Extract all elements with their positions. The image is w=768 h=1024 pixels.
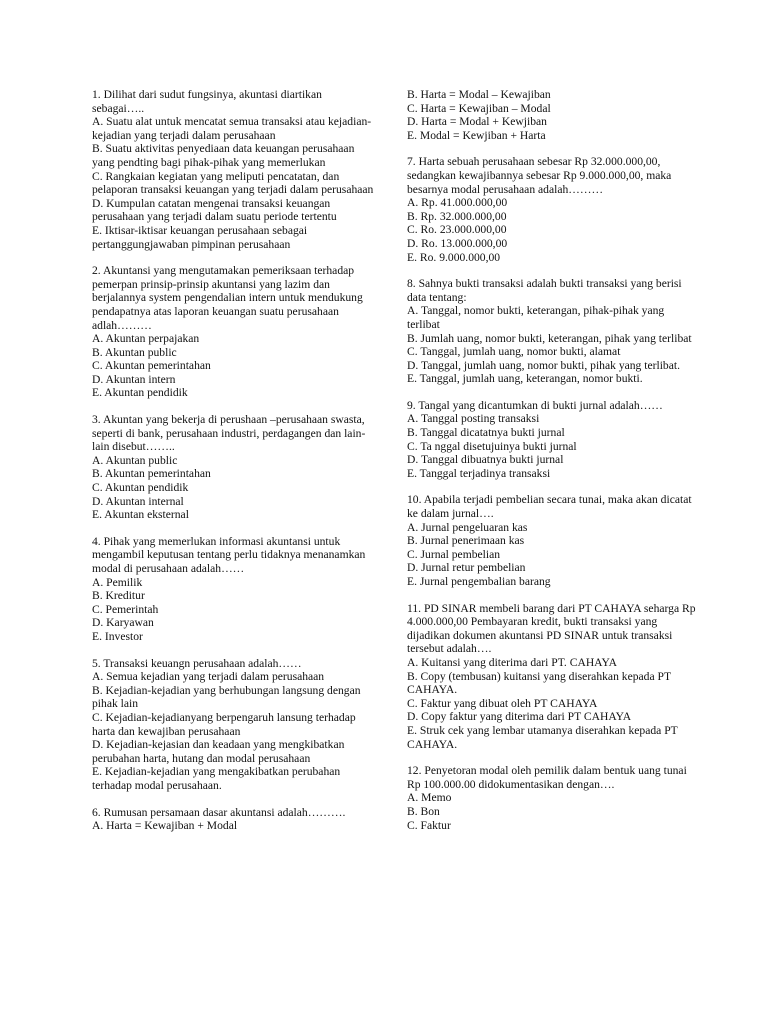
answer-option: D. Akuntan intern — [92, 372, 176, 386]
question-block — [92, 806, 374, 833]
answer-option: B. Rp. 32.000.000,00 — [407, 209, 507, 223]
question-block — [407, 493, 699, 588]
answer-option: B. Jumlah uang, nomor bukti, keterangan, pihak yang terlibat — [407, 331, 692, 345]
answer-option: E. Struk cek yang lembar utamanya diserahkan kepada PT CAHAYA. — [407, 723, 678, 751]
question-stem: 7. Harta sebuah perusahaan sebesar Rp 32.000.000,00, sedangkan kewajibannya sebesar Rp 9.000.000,00, maka besarnya modal perusahaan adalah……… — [407, 155, 672, 196]
answer-option: D. Kejadian-kejasian dan keadaan yang mengkibatkan perubahan harta, hutang dan modal perusahaan — [92, 738, 345, 765]
answer-option: D. Akuntan internal — [92, 494, 184, 508]
question-block — [407, 764, 699, 832]
question-stem: 12. Penyetoran modal oleh pemilik dalam bentuk uang tunai Rp 100.000.00 didokumentasikan dengan…. — [407, 764, 687, 791]
question-stem: 6. Rumusan persamaan dasar akuntansi adalah………. — [92, 805, 346, 819]
answer-option: D. Ro. 13.000.000,00 — [407, 236, 508, 250]
answer-option: B. Tanggal dicatatnya bukti jurnal — [407, 426, 565, 440]
answer-option: A. Semua kejadian yang terjadi dalam perusahaan — [92, 670, 325, 684]
answer-option: A. Jurnal pengeluaran kas — [407, 520, 528, 534]
question-block — [92, 535, 374, 644]
answer-option: C. Tanggal, jumlah uang, nomor bukti, alamat — [407, 345, 621, 359]
answer-option: A. Suatu alat untuk mencatat semua transaksi atau kejadian-kejadian yang terjadi dalam perusahaan — [92, 115, 372, 142]
answer-option: B. Copy (tembusan) kuitansi yang diserahkan kepada PT CAHAYA. — [407, 669, 671, 697]
answer-option: C. Rangkaian kegiatan yang meliputi pencatatan, dan pelaporan transaksi keuangan yang terjadi dalam perusahaan — [92, 169, 374, 197]
question-6-continued — [407, 88, 699, 142]
answer-option: C. Jurnal pembelian — [407, 547, 501, 561]
answer-option: B. Bon — [407, 804, 440, 818]
right-column — [407, 88, 699, 845]
answer-option: D. Jurnal retur pembelian — [407, 561, 526, 575]
answer-option: A. Pemilik — [92, 575, 143, 589]
answer-option: C. Kejadian-kejadianyang berpengaruh lansung terhadap harta dan kewajiban perusahaan — [92, 710, 356, 738]
answer-option: E. Tanggal terjadinya transaksi — [407, 466, 551, 480]
answer-option: D. Karyawan — [92, 616, 154, 630]
question-block — [92, 264, 374, 400]
answer-option: C. Faktur yang dibuat oleh PT CAHAYA — [407, 696, 598, 710]
question-block — [92, 413, 374, 522]
answer-option: B. Akuntan public — [92, 345, 177, 359]
answer-option: D. Tanggal, jumlah uang, nomor bukti, pihak yang terlibat. — [407, 358, 680, 372]
question-stem: 1. Dilihat dari sudut fungsinya, akuntasi diartikan sebagai….. — [92, 88, 322, 115]
question-block — [407, 399, 699, 481]
answer-option: A. Akuntan public — [92, 453, 178, 467]
answer-option: C. Pemerintah — [92, 602, 159, 616]
answer-option: A. Tanggal, nomor bukti, keterangan, pihak-pihak yang terlibat — [407, 304, 665, 331]
question-block — [407, 277, 699, 386]
answer-option: A. Akuntan perpajakan — [92, 332, 200, 346]
answer-option: C. Ta nggal disetujuinya bukti jurnal — [407, 439, 577, 453]
question-stem: 9. Tangal yang dicantumkan di bukti jurnal adalah…… — [407, 398, 663, 412]
question-stem: 4. Pihak yang memerlukan informasi akuntansi untuk mengambil keputusan tentang perlu tidaknya menanamkan modal di perusahaan adalah…… — [92, 534, 366, 575]
answer-option: B. Akuntan pemerintahan — [92, 467, 211, 481]
answer-option: E. Kejadian-kejadian yang mengakibatkan perubahan terhadap modal perusahaan. — [92, 765, 341, 792]
answer-option: E. Akuntan eksternal — [92, 508, 189, 522]
answer-option: D. Copy faktur yang diterima dari PT CAHAYA — [407, 710, 632, 724]
question-stem: 3. Akuntan yang bekerja di perushaan –perusahaan swasta, seperti di bank, perusahaan industri, perdagangen dan lain-lain disebut…….. — [92, 413, 366, 454]
answer-option: A. Kuitansi yang diterima dari PT. CAHAYA — [407, 655, 617, 669]
question-stem: 11. PD SINAR membeli barang dari PT CAHAYA seharga Rp 4.000.000,00 Pembayaran kredit, bukti transaksi yang dijadikan dokumen akuntansi PD SINAR untuk transaksi tersebut adalah…. — [407, 601, 696, 656]
answer-option: A. Rp. 41.000.000,00 — [407, 196, 508, 210]
question-stem: 10. Apabila terjadi pembelian secara tunai, maka akan dicatat ke dalam jurnal…. — [407, 493, 692, 521]
answer-option: D. Harta = Modal + Kewjiban — [407, 115, 547, 129]
answer-option: E. Tanggal, jumlah uang, keterangan, nomor bukti. — [407, 372, 643, 386]
question-block — [92, 88, 374, 251]
answer-option: E. Ro. 9.000.000,00 — [407, 250, 501, 264]
answer-option: E. Jurnal pengembalian barang — [407, 575, 551, 588]
answer-option: A. Harta = Kewajiban + Modal — [92, 819, 238, 833]
answer-option: B. Kejadian-kejadian yang berhubungan langsung dengan pihak lain — [92, 683, 361, 711]
left-column — [92, 88, 374, 846]
answer-option: C. Ro. 23.000.000,00 — [407, 223, 507, 237]
answer-option: E. Investor — [92, 629, 143, 643]
answer-option: B. Kreditur — [92, 589, 145, 603]
answer-option: C. Akuntan pemerintahan — [92, 359, 211, 373]
answer-option: A. Memo — [407, 791, 452, 805]
question-block — [407, 602, 699, 752]
answer-option: C. Harta = Kewajiban – Modal — [407, 101, 551, 115]
answer-option: D. Tanggal dibuatnya bukti jurnal — [407, 453, 564, 467]
answer-option: B. Jurnal penerimaan kas — [407, 534, 525, 548]
answer-option: B. Harta = Modal – Kewajiban — [407, 88, 551, 101]
question-block — [92, 657, 374, 793]
question-stem: 2. Akuntansi yang mengutamakan pemeriksaan terhadap pemerpan prinsip-prinsip akuntansi yang lazim dan berjalannya system pengendalian intern untuk mendukung pendapatnya atas laporan keuangan suatu perusahaan adlah……… — [92, 264, 363, 332]
answer-option: C. Faktur — [407, 818, 451, 832]
question-stem: 8. Sahnya bukti transaksi adalah bukti transaksi yang berisi data tentang: — [407, 277, 682, 304]
answer-option: B. Suatu aktivitas penyediaan data keuangan perusahaan yang pendting bagi pihak-pihak yang memerlukan — [92, 142, 355, 169]
answer-option: E. Modal = Kewjiban + Harta — [407, 128, 546, 142]
answer-option: A. Tanggal posting transaksi — [407, 412, 540, 426]
answer-option: D. Kumpulan catatan mengenai transaksi keuangan perusahaan yang terjadi dalam suatu periode tertentu — [92, 196, 337, 224]
question-stem: 5. Transaksi keuangn perusahaan adalah…… — [92, 656, 302, 670]
question-block — [407, 155, 699, 264]
answer-option: E. Akuntan pendidik — [92, 386, 188, 400]
answer-option: C. Akuntan pendidik — [92, 481, 189, 495]
answer-option: E. Iktisar-iktisar keuangan perusahaan sebagai pertanggungjawaban pimpinan perusahaan — [92, 223, 308, 251]
